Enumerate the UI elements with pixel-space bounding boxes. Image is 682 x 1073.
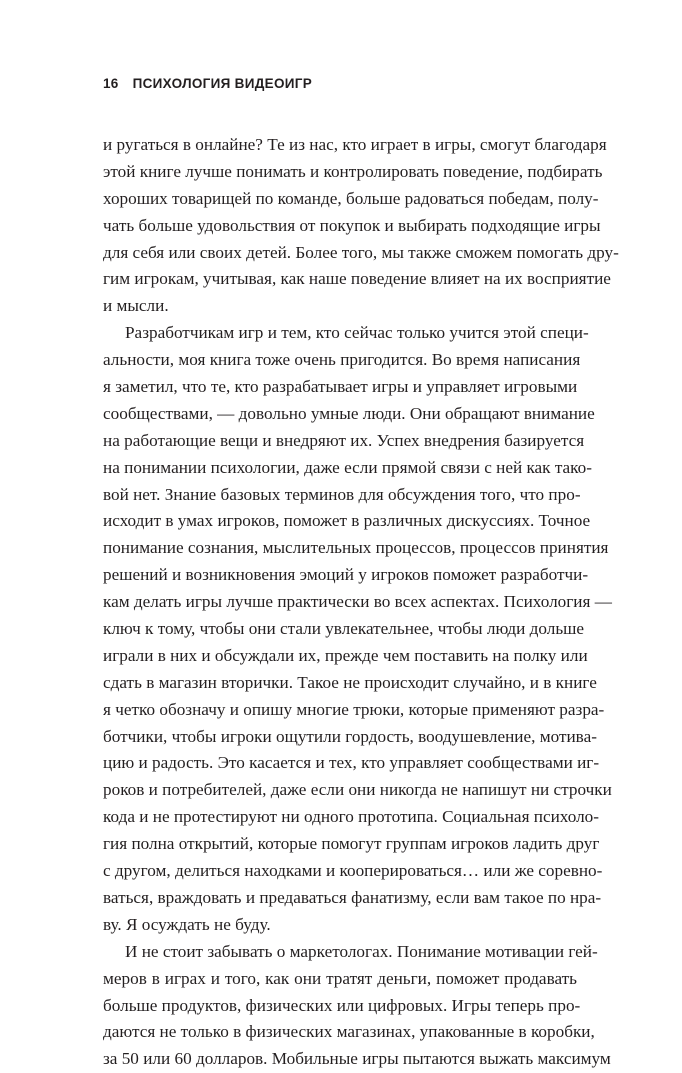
text-line: цию и радость. Это касается и тех, кто управляет сообществами иг- — [103, 753, 600, 773]
paragraph — [103, 939, 611, 1073]
text-line: больше продуктов, физических или цифровых. Игры теперь про- — [103, 995, 581, 1015]
text-line: на понимании психологии, даже если прямой связи с ней как тако- — [103, 457, 592, 477]
text-line: решений и возникновения эмоций у игроков поможет разработчи- — [103, 565, 589, 585]
page-number: 16 — [103, 76, 119, 91]
text-line: и мысли. — [103, 296, 169, 316]
text-line: даются не только в физических магазинах, упакованные в коробки, — [103, 1022, 595, 1042]
text-line: исходит в умах игроков, поможет в различных дискуссиях. Точное — [103, 511, 591, 531]
text-line: чать больше удовольствия от покупок и выбирать подходящие игры — [103, 215, 601, 235]
text-line: ключ к тому, чтобы они стали увлекательнее, чтобы люди дольше — [103, 619, 585, 639]
text-line: сообществами, — довольно умные люди. Они обращают внимание — [103, 403, 595, 423]
text-line: с другом, делиться находками и кооперироваться… или же соревно- — [103, 861, 603, 881]
text-line: понимание сознания, мыслительных процессов, процессов принятия — [103, 538, 609, 558]
text-line: кода и не протестируют ни одного прототипа. Социальная психоло- — [103, 807, 599, 827]
paragraph — [103, 132, 619, 320]
text-line: И не стоит забывать о маркетологах. Понимание мотивации гей- — [125, 941, 598, 961]
text-line: ваться, враждовать и предаваться фанатизму, если вам такое по нра- — [103, 887, 602, 907]
running-title: ПСИХОЛОГИЯ ВИДЕОИГР — [132, 76, 313, 91]
text-line: играли в них и обсуждали их, прежде чем поставить на полку или — [103, 645, 588, 665]
text-line: ботчики, чтобы игроки ощутили гордость, воодушевление, мотива- — [103, 726, 597, 746]
text-line: для себя или своих детей. Более того, мы также сможем помогать дру- — [103, 242, 619, 262]
text-line: Разработчикам игр и тем, кто сейчас только учится этой специ- — [125, 323, 589, 343]
text-line: и ругаться в онлайне? Те из нас, кто играет в игры, смогут благодаря — [103, 135, 607, 154]
text-line: я четко обозначу и опишу многие трюки, которые применяют разра- — [103, 699, 605, 719]
text-line: роков и потребителей, даже если они никогда не напишут ни строчки — [103, 780, 612, 800]
body-text — [103, 132, 619, 1073]
text-line: за 50 или 60 долларов. Мобильные игры пытаются выжать максимум — [103, 1049, 611, 1069]
running-head — [103, 76, 312, 91]
text-line: гим игрокам, учитывая, как наше поведение влияет на их восприятие — [103, 269, 611, 289]
text-line: ву. Я осуждать не буду. — [103, 914, 271, 934]
paragraph — [103, 320, 612, 938]
text-line: кам делать игры лучше практически во всех аспектах. Психология — — [103, 592, 612, 612]
text-line: на работающие вещи и внедряют их. Успех внедрения базируется — [103, 430, 585, 450]
text-line: сдать в магазин вторички. Такое не происходит случайно, и в книге — [103, 672, 597, 692]
text-line: гия полна открытий, которые помогут группам игроков ладить друг — [103, 834, 600, 854]
text-line: вой нет. Знание базовых терминов для обсуждения того, что про- — [103, 484, 581, 504]
text-line: хороших товарищей по команде, больше радоваться победам, полу- — [103, 188, 599, 208]
text-line: этой книге лучше понимать и контролировать поведение, подбирать — [103, 161, 603, 181]
text-line: я заметил, что те, кто разрабатывает игры и управляет игровыми — [103, 377, 578, 397]
text-line: меров в играх и того, как они тратят деньги, поможет продавать — [103, 968, 577, 988]
text-line: альности, моя книга тоже очень пригодится. Во время написания — [103, 350, 581, 370]
